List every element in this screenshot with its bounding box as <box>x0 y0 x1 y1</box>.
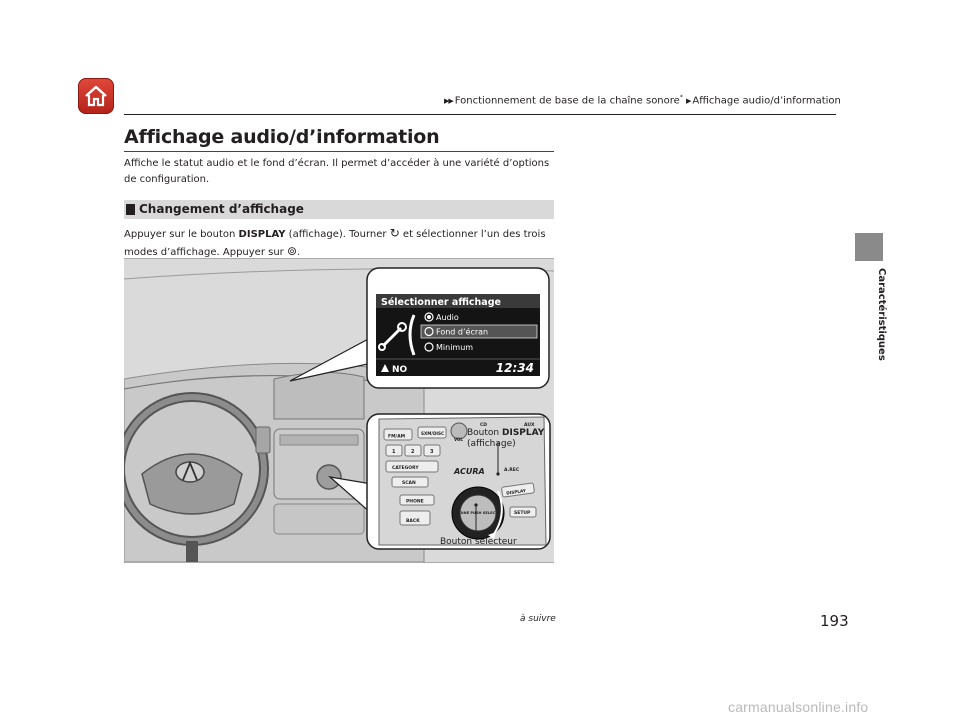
option-audio[interactable]: Audio <box>436 313 459 322</box>
category-button[interactable]: CATEGORY <box>392 466 419 471</box>
home-button[interactable] <box>78 78 114 114</box>
volume-knob[interactable]: VOL <box>454 437 463 442</box>
section-marker-icon <box>126 204 135 215</box>
cd-button[interactable]: CD <box>480 423 488 428</box>
aux-button[interactable]: AUX <box>524 423 535 428</box>
acura-logo: ACURA <box>454 467 485 476</box>
chapter-tab-label[interactable]: Caractéristiques <box>876 268 887 361</box>
breadcrumb-arrow-icon: ▶▶ <box>444 97 453 106</box>
clock: 12:34 <box>495 361 534 375</box>
home-icon <box>83 83 109 109</box>
continued-label: à suivre <box>520 614 556 624</box>
breadcrumb-arrow-icon: ▶ <box>686 97 691 106</box>
section-heading-bar <box>124 200 554 219</box>
title-rule <box>124 151 554 152</box>
header-rule <box>124 114 836 115</box>
option-minimum[interactable]: Minimum <box>436 343 474 352</box>
sxm-disc-button[interactable]: SXM/DISC <box>421 431 445 436</box>
watermark: carmanualsonline.info <box>728 699 869 715</box>
section-heading: Changement d’affichage <box>139 202 304 216</box>
page-number: 193 <box>820 612 849 630</box>
instr-part-b: (affichage). Tourner <box>285 229 390 240</box>
instr-part-d: . <box>297 247 301 258</box>
arec-button[interactable]: A.REC <box>504 468 520 473</box>
option-wallpaper[interactable]: Fond d’écran <box>436 327 489 337</box>
back-button[interactable]: BACK <box>406 519 420 524</box>
instr-part-a: Appuyer sur le bouton <box>124 229 239 240</box>
selector-knob[interactable]: TUNE PUSH SELECT <box>458 511 498 515</box>
screen-title: Sélectionner affichage <box>381 297 501 308</box>
breadcrumb-current: Affichage audio/d’information <box>692 95 841 107</box>
compass-heading: NO <box>392 365 408 375</box>
push-knob-icon: ⊚ <box>286 244 298 258</box>
fm-am-button[interactable]: FM/AM <box>388 434 406 440</box>
instr-part-c: et sélectionner l’un des trois modes d’affichage. Appuyer sur <box>124 229 546 258</box>
footnote-star: * <box>679 94 683 101</box>
scan-button[interactable]: SCAN <box>402 481 416 486</box>
callout-display-sublabel: (affichage) <box>467 439 516 449</box>
phone-button[interactable]: PHONE <box>406 499 424 505</box>
breadcrumb <box>444 94 841 107</box>
rotate-knob-icon: ↻ <box>389 226 400 240</box>
callout-selector-label: Bouton sélecteur <box>440 537 517 547</box>
breadcrumb-link-audio-basics[interactable]: Fonctionnement de base de la chaîne sonore <box>454 95 680 107</box>
intro-text: Affiche le statut audio et le fond d’écran. Il permet d’accéder à une variété d’options de configuration. <box>124 158 550 185</box>
page-title: Affichage audio/d’information <box>124 126 440 148</box>
preset-1-button[interactable]: 1 <box>392 449 396 455</box>
chapter-tab-marker[interactable] <box>855 233 883 261</box>
preset-2-button[interactable]: 2 <box>411 449 415 455</box>
callout-display-label: Bouton DISPLAY <box>467 428 545 438</box>
display-button[interactable]: DISPLAY <box>505 487 527 496</box>
preset-3-button[interactable]: 3 <box>430 449 434 455</box>
dashboard-illustration <box>124 258 554 563</box>
setup-button[interactable]: SETUP <box>514 511 531 516</box>
instr-display-bold: DISPLAY <box>238 229 286 240</box>
instruction-text <box>124 225 554 261</box>
